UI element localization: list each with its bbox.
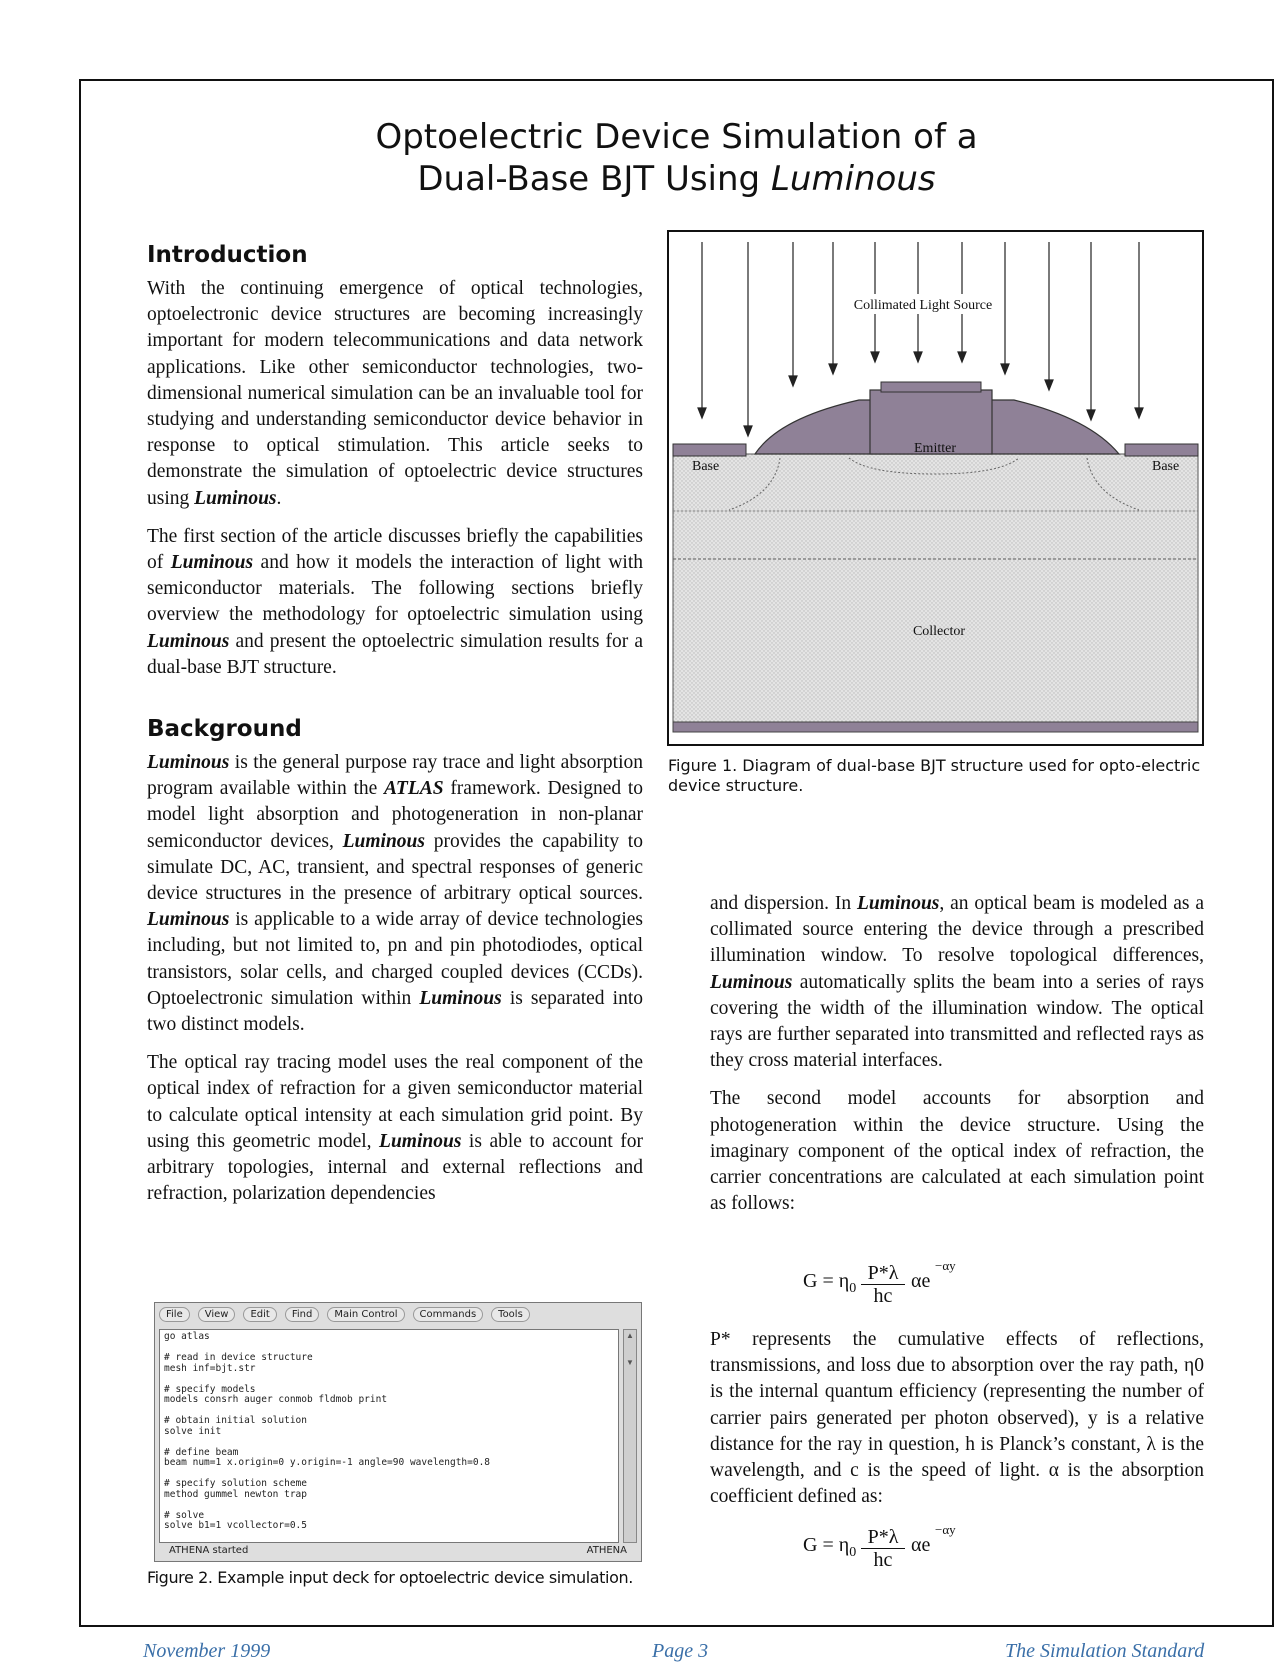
eq1-numerator: P*λ	[861, 1262, 905, 1285]
label-collector: Collector	[912, 624, 966, 639]
title-line-2	[79, 158, 1274, 200]
scroll-down-icon[interactable]: ▼	[626, 1358, 634, 1367]
menu-commands[interactable]: Commands	[413, 1307, 484, 1322]
status-left: ATHENA started	[169, 1545, 249, 1556]
base-contact-left	[673, 444, 746, 456]
article-title	[79, 116, 1274, 200]
eq1-lhs: $G = \eta_0$	[803, 1270, 857, 1296]
right-paragraph-1: and dispersion. In Luminous, an optical beam is modeled as a collimated source entering the device through a prescribed illumination window. To resolve topological differences, Luminous automatically splits the beam into a series of rays covering the width of the illumination window. The optical rays are further separated into transmitted and reflected rays as they cross material interfaces.	[710, 893, 1205, 1072]
eq2-numerator: P*λ	[861, 1526, 905, 1549]
bjt-structure-svg	[669, 232, 1202, 744]
eq2-lhs: $G = \eta_0$	[803, 1534, 857, 1560]
status-right: ATHENA	[586, 1545, 627, 1556]
code-editor[interactable]: go atlas # read in device structure mesh inf=bjt.str # specify models models consrh auger conmob fldmob print # obtain initial solution solve init # define beam beam num=1 x.origin=0 y.origin=-1 angle=90 wavelength=0.8 # specify solution scheme method gummel newton trap # solve solve b1=1 vcollector=0.5	[159, 1329, 619, 1543]
intro-heading: Introduction	[147, 242, 308, 268]
eq1-rhs: αe	[911, 1270, 931, 1292]
title-line-2-plain: Dual-Base BJT Using	[417, 159, 771, 199]
title-line-1: Optoelectric Device Simulation of a	[375, 117, 978, 157]
figure-2-caption: Figure 2. Example input deck for optoelectric device simulation.	[147, 1568, 633, 1587]
menu-file[interactable]: File	[159, 1307, 190, 1322]
scroll-up-icon[interactable]: ▲	[626, 1331, 634, 1340]
menu-bar	[159, 1305, 637, 1323]
substrate-region	[673, 454, 1198, 724]
equation-2	[803, 1522, 963, 1572]
right-paragraph-2: The second model accounts for absorption and photogeneration within the device structure. Using the imaginary component of the optical index of refraction, the carrier concentrations are calculated at each simulation point as follows:	[710, 1088, 1204, 1215]
figure-1-caption: Figure 1. Diagram of dual-base BJT structure used for opto-electric device structure.	[668, 756, 1201, 795]
menu-view[interactable]: View	[198, 1307, 236, 1322]
eq2-exponent: −αy	[935, 1522, 956, 1537]
menu-tools[interactable]: Tools	[491, 1307, 530, 1322]
footer-publication: The Simulation Standard	[1005, 1640, 1205, 1662]
background-heading: Background	[147, 716, 302, 742]
base-contact-right	[1125, 444, 1198, 456]
label-base-right: Base	[1152, 459, 1180, 474]
label-emitter: Emitter	[914, 441, 956, 456]
footer-page: Page 3	[652, 1640, 709, 1662]
label-base-left: Base	[692, 459, 720, 474]
equation-1	[803, 1258, 963, 1308]
menu-edit[interactable]: Edit	[243, 1307, 276, 1322]
eq2-rhs: αe	[911, 1534, 931, 1556]
collector-contact	[673, 722, 1198, 732]
intro-text	[147, 276, 643, 693]
background-paragraph-2: The optical ray tracing model uses the real component of the optical index of refraction for a given semiconductor material to calculate optical intensity at each simulation grid point. By using this geometric model, Luminous is able to account for arbitrary topologies, internal and external reflections and refraction, polarization dependencies	[147, 1052, 643, 1205]
right-paragraph-3-wrap	[710, 1327, 1204, 1522]
eq1-exponent: −αy	[935, 1258, 956, 1273]
eq1-denominator: hc	[873, 1285, 893, 1307]
title-line-2-italic: Luminous	[770, 159, 936, 199]
right-paragraph-3: P* represents the cumulative effects of reflections, transmissions, and loss due to absorption over the ray path, η0 is the internal quantum efficiency (representing the number of carrier pairs generated per photon observed), y is a relative distance for the ray in question, h is Planck’s constant, λ is the wavelength, and c is the speed of light. α is the absorption coefficient defined as:	[710, 1329, 1204, 1508]
figure-2-window	[154, 1302, 642, 1562]
emitter-contact	[881, 382, 981, 392]
right-column-text	[710, 891, 1204, 1229]
background-paragraph-1: Luminous is the general purpose ray trace and light absorption program available within the ATLAS framework. Designed to model light absorption and photogeneration in non-planar semiconductor devices, Luminous provides the capability to simulate DC, AC, transient, and spectral responses of generic device structures in the presence of arbitrary optical sources. Luminous is applicable to a wide array of device technologies including, but not limited to, pn and pin photodiodes, optical transistors, solar cells, and charged coupled devices (CCDs). Optoelectronic simulation within Luminous is separated into two distinct models.	[147, 752, 643, 1036]
label-collimated-source: Collimated Light Source	[853, 298, 993, 313]
status-bar	[159, 1543, 637, 1559]
eq2-denominator: hc	[873, 1549, 893, 1571]
menu-main-control[interactable]: Main Control	[327, 1307, 404, 1322]
figure-1-diagram	[667, 230, 1204, 746]
menu-find[interactable]: Find	[285, 1307, 320, 1322]
editor-scrollbar[interactable]	[623, 1329, 637, 1543]
intro-paragraph-2: The first section of the article discusses briefly the capabilities of Luminous and how it models the interaction of light with semiconductor materials. The following sections briefly overview the methodology for optoelectric simulation using Luminous and present the optoelectric simulation results for a dual-base BJT structure.	[147, 525, 643, 678]
background-text	[147, 750, 643, 1219]
intro-paragraph-1: With the continuing emergence of optical technologies, optoelectronic device structures are becoming increasingly important for modern telecommunications and data network applications. Like other semiconductor technologies, two-dimensional numerical simulation can be an invaluable tool for studying and understanding semiconductor device behavior in response to optical stimulation. This article seeks to demonstrate the simulation of optoelectric device structures using Luminous.	[147, 278, 643, 509]
footer-date: November 1999	[143, 1640, 271, 1662]
